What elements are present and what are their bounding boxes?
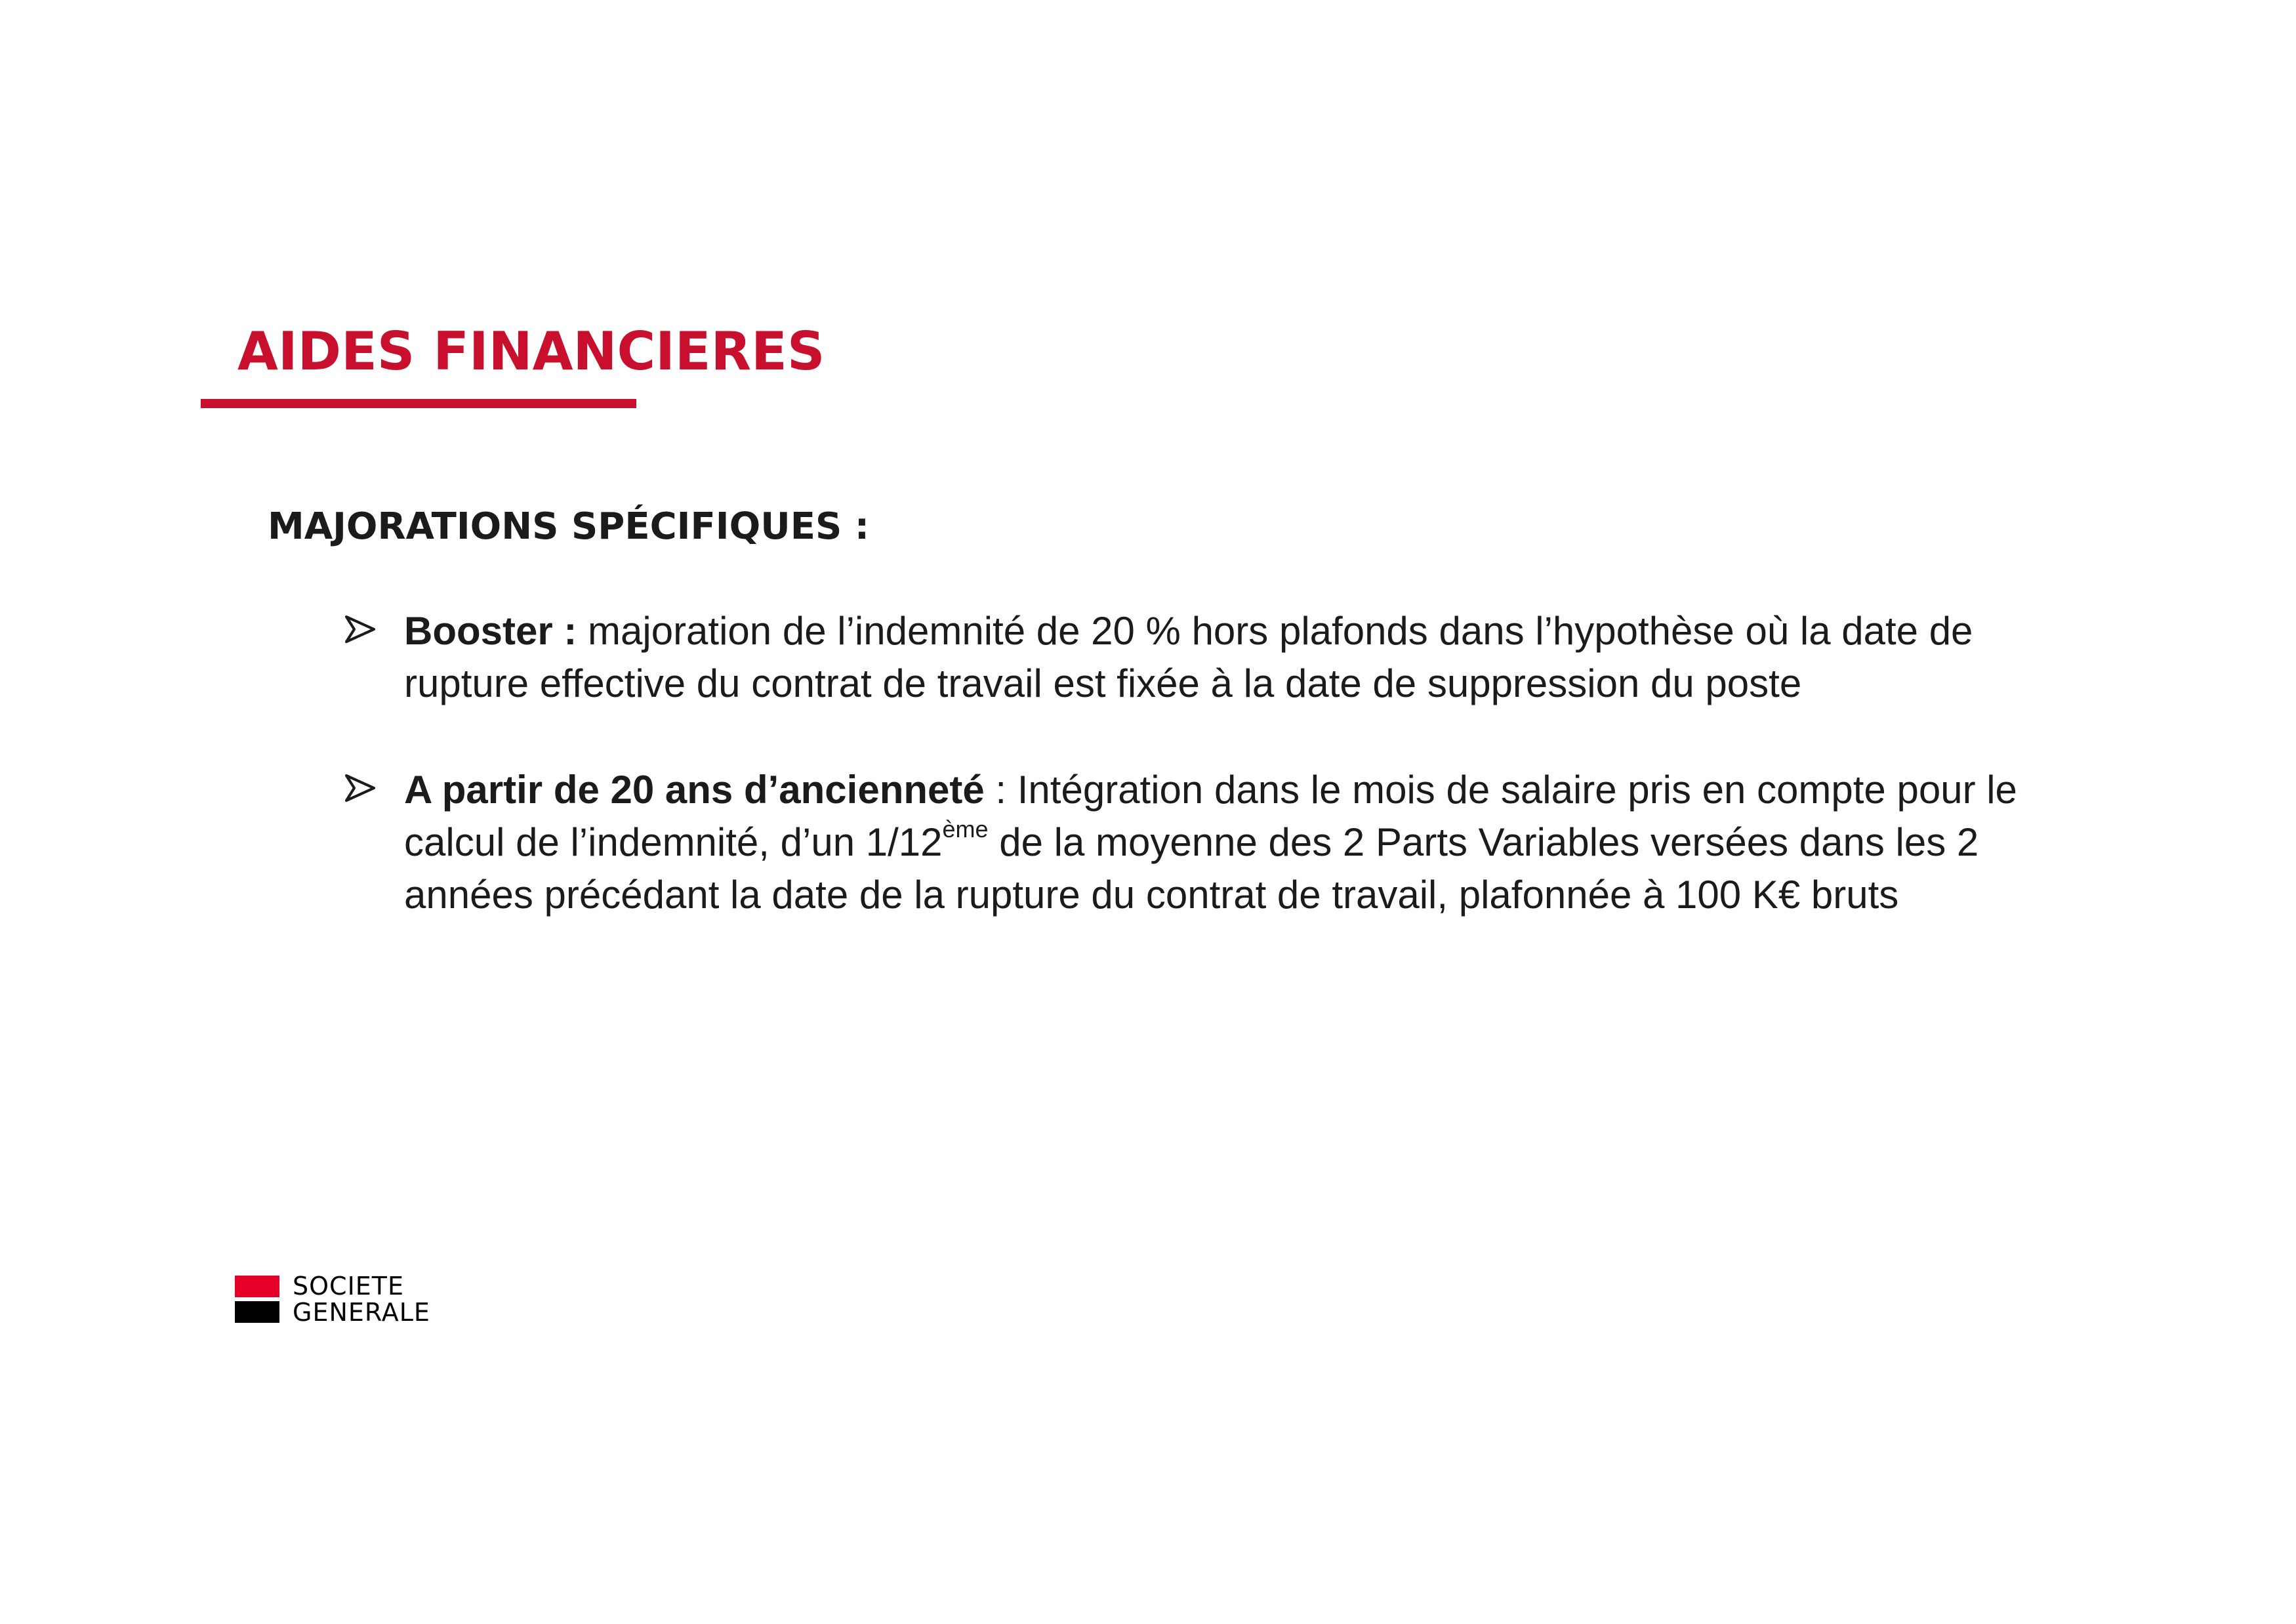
- bullet-lead: Booster :: [404, 609, 577, 653]
- bullet-text: [404, 605, 2070, 710]
- logo-wordmark: [293, 1273, 430, 1325]
- section-heading: MAJORATIONS SPÉCIFIQUES :: [268, 505, 870, 548]
- title-underline: [201, 399, 636, 408]
- bullet-lead: A partir de 20 ans d’ancienneté: [404, 768, 985, 812]
- bullet-text: [404, 764, 2070, 921]
- bullet-body: majoration de l’indemnité de 20 % hors plafonds dans l’hypothèse où la date de rupture effective du contrat de travail est fixée à la date de suppression du poste: [404, 609, 1973, 705]
- arrowhead-bullet-icon: [344, 613, 377, 646]
- bullet-superscript: ème: [942, 816, 989, 843]
- arrowhead-bullet-icon: [344, 772, 377, 804]
- logo-line-2: GENERALE: [293, 1298, 430, 1327]
- logo-mark-icon: [235, 1276, 279, 1323]
- page-title: AIDES FINANCIERES: [237, 321, 825, 382]
- bullet-body-end: de la moyenne des 2 Parts Variables versées dans les 2 années précédant la date de la rupture du contrat de travail, plafonnée à 100 K€ bruts: [404, 820, 1979, 917]
- bullet-body-start: : Intégration dans le mois de salaire pris en compte pour le calcul de l’indemnité, d’un 1/12: [404, 768, 2017, 864]
- logo-line-1: SOCIETE: [293, 1272, 405, 1301]
